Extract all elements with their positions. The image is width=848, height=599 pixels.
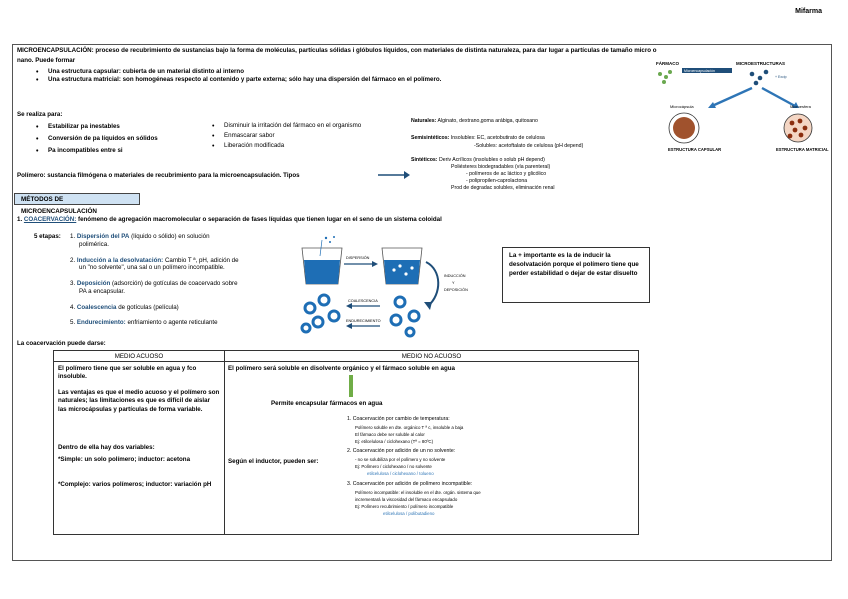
acuoso-p4: *Simple: un solo polímero; inductor: acetona [58,456,191,463]
step-1 [70,233,295,249]
label-deposicion: DEPOSICIÓN [444,288,468,292]
semi-text-2: -Solubles: acetoftalato de celulosa (pH depend) [474,143,584,149]
step-number: 5. [70,319,76,327]
sint-text-3: - polímeros de ac láctico y glicólico [466,171,547,177]
no-acuoso-p3: Según el inductor, pueden ser: [228,458,319,465]
label-microcapsula: Microcápsula [670,104,694,109]
no-acuoso-p2: Permite encapsular fármacos en agua [271,400,383,407]
intro-bullet: • Una estructura matricial: son homogéneas respecto al contenido y parte externa; sólo hay una dispersión del fármaco en el polímero. [36,76,441,84]
brand-label: Mifarma [795,8,822,15]
green-arrow-icon [347,375,355,397]
acuoso-p5: *Complejo: varios polímeros; inductor: variación pH [58,481,212,488]
step-text: de gotículas (película) [118,303,179,311]
diagram-farmaco: FÁRMACO [656,61,679,66]
intro-definition: proceso de recubrimiento de sustancias bajo la forma de moléculas, partículas sólidas i glóbulos líquidos, con materiales de distinta naturaleza, para dar lugar a partículas de tamaño micro o [95,47,657,54]
label-endurecimiento: ENDURECIMIENTO [346,319,381,323]
method-2b: Ej: Polímero / ciclohexano / no solvente [355,464,432,469]
header-no-acuoso: MEDIO NO ACUOSO [225,351,639,362]
purpose-item: • Pa incompatibles entre si [36,145,158,157]
polymer-sint [411,157,545,164]
polymer-line [17,172,300,180]
step-text: (adsorción) de gotículas de coacervado sobre [112,280,238,287]
diagram-sub-label: + Excip [775,75,787,79]
table-header-row [54,351,639,362]
intro-line-2: nano. Puede formar [17,57,76,64]
method-1a: Polímero soluble en dte. orgánico T ª c, insoluble a baja [355,425,464,430]
methods-title: MÉTODOS DE MICROENCAPSULACIÓN [14,193,140,205]
semi-text-1: Insolubles: EC, acetobutirato de celulosa [450,135,545,141]
method-3b: incrementará la viscosidad del fármaco encapsulado [355,497,458,502]
step-text-2: polimérica. [79,240,109,248]
diagram-microestructuras: MICROESTRUCTURAS [736,61,785,66]
cell-acuoso [54,362,225,535]
purpose-col2 [212,121,361,151]
purpose-item: • Liberación modificada [212,141,361,151]
no-acuoso-p1: El polímero será soluble en disolvente orgánico y el fármaco soluble en agua [228,365,455,372]
step-4 [70,304,295,312]
method-1: 1. Coacervación por cambio de temperatura: [347,416,450,422]
purpose-item: • Disminuir la irritación del fármaco en el organismo [212,121,361,131]
sint-text-2: Poliésteres biodegradables (vía parenteral) [451,164,551,170]
step-number: 1. [70,233,76,240]
coacervation-title: COACERVACIÓN: [23,216,77,223]
step-title: Endurecimiento: [76,319,126,327]
natural-text: Alginato, dextrano,goma arábiga, quitosano [437,118,538,124]
drug-particles-icon [658,70,672,84]
sint-label: Sintéticos: [411,157,438,163]
diagram-arrow-label: Microencapsulación [684,69,715,73]
polymer-semi [411,135,545,142]
purpose-col1 [36,121,158,156]
step-title: Dispersión del PA [76,233,130,240]
steps-list [70,233,295,327]
coacervation-number: 1. [17,216,23,223]
beaker-icon [382,248,422,284]
micro-structures-icon [750,70,769,86]
coacervation-table [53,350,639,535]
sint-text-5: Prod de degradac solubles, eliminación renal [451,185,555,191]
method-2a: - no se solubiliza por el polímero y no solvente [355,457,446,462]
step-2 [70,257,295,273]
step-title: Inducción a la desolvatación: [76,256,164,264]
steps-label: 5 etapas: [34,233,61,240]
coacervation-definition: fenómeno de agregación macromolecular o separación de fases líquidas que tienen lugar en el seno de un sistema coloidal [78,216,442,223]
step-text: enfriamiento o agente reticulante [127,319,218,327]
intro-bullets [36,68,441,85]
purpose-item: • Enmascarar sabor [212,131,361,141]
matrix-structure-icon [784,114,812,142]
label-matricial: ESTRUCTURA MATRICIAL [776,147,829,152]
acuoso-p2: Las ventajas es que el medio acuoso y el polímero son naturales; las limitaciones es que es difícil de aislar las microcápsulas y partículas de forma variable. [58,389,220,413]
purpose-item: • Estabilizar pa inestables [36,121,158,133]
step-text-2: un "no solvente", una sal o un polímero incompatible. [79,264,225,272]
sint-text-4: - polipropilen-caprolactona [466,178,528,184]
step-title: Deposición [76,280,111,287]
method-2c: etilcelulosa / ciclohexano / tolueno [367,471,434,476]
polymer-label: Polímero: [17,172,46,179]
semi-label: Semisintéticos: [411,135,450,141]
capsule-structure-icon [669,113,699,143]
microencapsulation-diagram [640,58,830,158]
label-microesfera: Microesfera [790,104,811,109]
step-5 [70,319,295,327]
label-dispersion: DISPERSIÓN [346,256,370,260]
method-3d: etilcelulosa / polibutadieno [383,511,435,516]
intro-heading: MICROENCAPSULACIÓN: [17,47,94,54]
purpose-item: • Conversión de pa líquidos en sólidos [36,133,158,145]
step-3 [70,280,295,296]
step-text: Cambio T ª, pH, adición de [164,256,239,264]
acuoso-p1: El polímero tiene que ser soluble en agua y fco insoluble. [58,365,197,381]
beaker-icon [302,236,342,284]
step-number: 4. [70,303,76,311]
label-y: Y [452,281,455,285]
label-induccion: INDUCCIÓN [444,274,466,278]
header-acuoso: MEDIO ACUOSO [54,351,225,362]
intro-bullet: • Una estructura capsular: cubierta de un material distinto al interno [36,68,441,76]
method-1b: El fármaco debe ser soluble al calor [355,432,425,437]
polymer-natural [411,118,538,125]
note-box: La + importante es la de inducir la desolvatación porque el polímero tiene que perder estabilidad o dejar de estar disuelto [502,247,650,303]
purpose-heading: Se realiza para: [17,111,63,118]
step-text: (líquido o sólido) en solución [131,233,210,240]
step-text-2: PA a encapsular. [79,287,125,295]
table-row [54,362,639,535]
sint-text-1: Deriv Acrílicos (insolubles o solub pH depend) [438,157,545,163]
intro-line-1 [17,47,657,55]
arrow-right-icon [378,170,410,180]
polymer-text: sustancia filmógena o materiales de recubrimiento para la microencapsulación. Tipos [47,172,300,179]
natural-label: Naturales: [411,118,437,124]
table-intro: La coacervación puede darse: [17,340,106,347]
label-capsular: ESTRUCTURA CAPSULAR [668,147,722,152]
step-number: 3. [70,280,76,287]
coacervation-heading [17,216,442,224]
method-3a: Polímero incompatible: el insoluble en el dte. orgán. sistema que [355,490,481,495]
method-3: 3. Coacervación por adición de polímero incompatible: [347,481,473,487]
coacervation-diagram [296,232,478,340]
method-3c: Ej: Polímero recubrimiento / polímero incompatible [355,504,454,509]
cell-no-acuoso [225,362,639,535]
method-1c: Ej: etilcelulosa / ciclohexano (Tª = 80ºC) [355,439,434,444]
label-coalescencia: COALESCENCIA [348,299,378,303]
step-title: Coalescencia [76,303,117,311]
method-2: 2. Coacervación por adición de un no solvente: [347,448,456,454]
acuoso-p3: Dentro de ella hay dos variables: [58,444,155,451]
step-number: 2. [70,256,76,264]
